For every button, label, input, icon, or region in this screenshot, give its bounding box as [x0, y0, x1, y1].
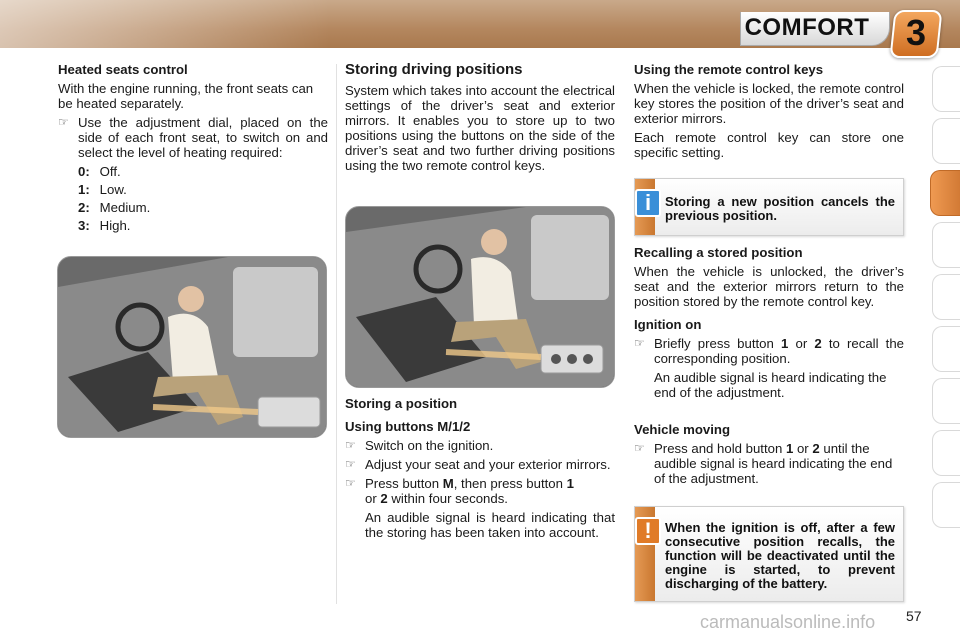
pointing-hand-icon: ☞ — [345, 476, 356, 490]
remote-keys-heading: Using the remote control keys — [634, 62, 824, 77]
using-buttons-heading: Using buttons M/1/2 — [345, 419, 471, 434]
driving-positions-heading: Storing driving positions — [345, 61, 523, 78]
pointing-hand-icon: ☞ — [345, 457, 356, 471]
heated-seats-intro: With the engine running, the front seats can be heated separately. — [58, 81, 314, 111]
recall-heading: Recalling a stored position — [634, 245, 803, 260]
heat-level-3: 3: High. — [78, 218, 131, 233]
info-note: i Storing a new position cancels the previous position. — [634, 178, 904, 236]
column-storing-position — [345, 396, 615, 544]
step-ignition: ☞ Switch on the ignition. — [345, 438, 494, 453]
storing-confirmation: An audible signal is heard indicating that the storing has been taken into account. — [365, 510, 615, 540]
watermark: carmanualsonline.info — [700, 612, 876, 632]
column-divider — [336, 64, 337, 604]
storing-position-heading: Storing a position — [345, 396, 458, 411]
driving-positions-intro: System which takes into account the electrical settings of the driver’s seat and exterior mirrors. It enables you to store up to two positions using the buttons on the side of the driver’s seat and two further driving positions using the two remote control keys. — [345, 83, 615, 173]
recall-confirmation: An audible signal is heard indicating the end of the adjustment. — [654, 370, 887, 400]
pointing-hand-icon: ☞ — [345, 438, 356, 452]
chapter-tab-8[interactable] — [932, 430, 960, 476]
pointing-hand-icon: ☞ — [634, 441, 645, 455]
chapter-tab-2[interactable] — [932, 118, 960, 164]
chapter-tab-7[interactable] — [932, 378, 960, 424]
heat-level-0: 0: Off. — [78, 164, 121, 179]
remote-keys-p1: When the vehicle is locked, the remote control key stores the position of the driver’s seat and exterior mirrors. — [634, 81, 904, 126]
chapter-tabs — [930, 66, 960, 566]
page-title: COMFORT — [744, 14, 870, 41]
remote-keys-p2: Each remote control key can store one specific setting. — [634, 130, 904, 160]
warning-note: ! When the ignition is off, after a few consecutive position recalls, the function will be deactivated until the engine is started, to prevent discharging of the battery. — [634, 506, 904, 602]
column-recall — [634, 245, 904, 490]
recall-step: ☞ Briefly press button 1 or 2 to recall the corresponding position. — [634, 336, 905, 366]
step-adjust: ☞ Adjust your seat and your exterior mirrors. — [345, 457, 611, 472]
step-press-button: ☞ Press button M, then press button 1 or 2 within four seconds. — [345, 476, 574, 506]
moving-step: ☞ Press and hold button 1 or 2 until the audible signal is heard indicating the end of the adjustment. — [634, 441, 893, 486]
chapter-tab-4[interactable] — [932, 222, 960, 268]
column-driving-positions — [345, 62, 615, 177]
warning-icon: ! — [635, 517, 661, 545]
seat-memory-illustration — [345, 206, 615, 388]
chapter-tab-3[interactable] — [930, 170, 960, 216]
chapter-number: 3 — [905, 12, 927, 53]
recall-text: When the vehicle is unlocked, the driver’s seat and the exterior mirrors return to the position stored by the remote control key. — [634, 264, 904, 309]
chapter-tab-6[interactable] — [932, 326, 960, 372]
page-number: 57 — [906, 608, 922, 624]
heated-seat-illustration — [57, 256, 327, 438]
ignition-on-heading: Ignition on — [634, 317, 702, 332]
chapter-tab-1[interactable] — [932, 66, 960, 112]
info-icon: i — [635, 189, 661, 217]
pointing-hand-icon: ☞ — [58, 115, 69, 129]
heat-level-2: 2: Medium. — [78, 200, 151, 215]
column-remote-keys — [634, 62, 904, 164]
chapter-tab-5[interactable] — [932, 274, 960, 320]
chapter-tab-9[interactable] — [932, 482, 960, 528]
column-heated-seats — [58, 62, 328, 236]
vehicle-moving-heading: Vehicle moving — [634, 422, 731, 437]
pointing-hand-icon: ☞ — [634, 336, 645, 350]
heated-seats-heading: Heated seats control — [58, 62, 188, 77]
heated-seats-bullet: ☞ Use the adjustment dial, placed on the side of each front seat, to switch on and select the level of heating required: — [58, 115, 328, 160]
heat-level-1: 1: Low. — [78, 182, 127, 197]
